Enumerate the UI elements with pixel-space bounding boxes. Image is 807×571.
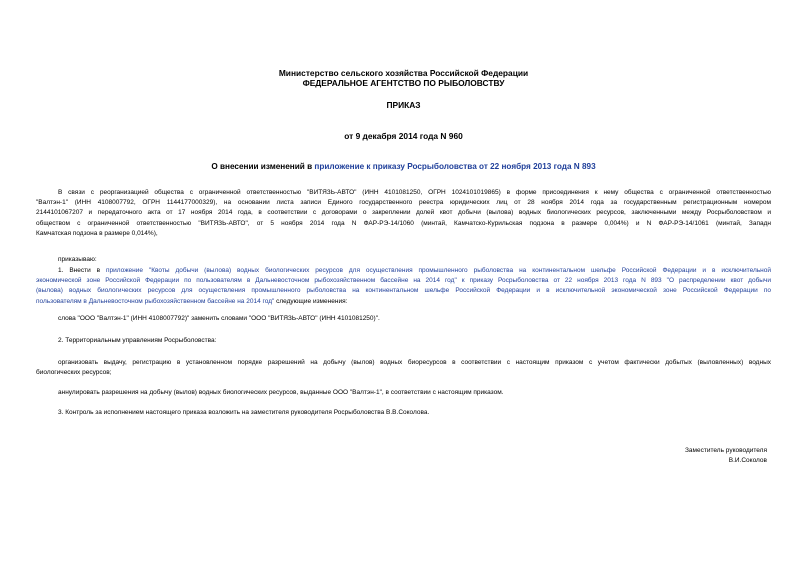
signature-position: Заместитель руководителя — [685, 447, 767, 454]
ministry-name: Министерство сельского хозяйства Российской Федерации — [278, 68, 529, 78]
document-type: ПРИКАЗ — [386, 100, 421, 110]
preamble-paragraph — [36, 188, 771, 239]
signature-block — [685, 446, 767, 465]
agency-name: ФЕДЕРАЛЬНОЕ АГЕНТСТВО ПО РЫБОЛОВСТВУ — [302, 78, 505, 88]
item-1-line — [36, 266, 771, 276]
item-2: 2. Территориальным управлениям Росрыболовства: — [58, 337, 217, 344]
preamble-line: В связи с реорганизацией общества с ограниченной ответственностью "ВИТЯЗЬ-АВТО" (ИНН 4101081250, ОГРН 1024101019865) в форме присоединения к нему общества с ограниченной ответственностью — [58, 189, 771, 196]
item-1-line — [36, 297, 771, 307]
item-1-paragraph — [36, 266, 771, 307]
item-1-link[interactable]: пользователям в Дальневосточном рыбохозяйственном бассейне на 2014 год" — [36, 297, 275, 305]
item-2a-paragraph — [36, 358, 771, 378]
item-1-link[interactable]: (вылова) водных биологических ресурсов для осуществления промышленного рыболовства на континентальном шельфе Российской Федерации и в исключительной экономической зоне Российской Федерации по — [36, 287, 771, 295]
preamble-line: Камчатская подзона в размере 0,014%), — [36, 229, 158, 237]
preamble-line: "Валтэн-1" (ИНН 4108007792, ОГРН 1144177000329), на основании листа записи Единого государственного реестра юридических лиц от 28 ноября 2014 года за государственным регистрационным номером — [36, 199, 771, 207]
preamble-line: обществом с ограниченной ответственностью "ВИТЯЗЬ-АВТО", от 5 ноября 2014 года N ФАР-РЭ-14/1060 (минтай, Камчатско-Курильская подзона в размере 0,004%) и N ФАР-РЭ-14/1061 (минтай, Западн — [36, 219, 771, 227]
item-1-start: 1. Внести в — [58, 267, 107, 274]
order-word: приказываю: — [58, 256, 97, 263]
item-2a-line: биологических ресурсов; — [36, 369, 112, 377]
document-title — [0, 162, 807, 171]
item-1-tail: следующие изменения: — [274, 297, 348, 305]
item-2a-line: организовать выдачу, регистрацию в установленном порядке разрешений на добычу (вылов) водных биоресурсов в соответствии с настоящим приказом с учетом фактически добытых (выловленных) водных — [58, 359, 771, 366]
title-link[interactable]: приложение к приказу Росрыболовства от 22 ноября 2013 года N 893 — [314, 162, 596, 171]
title-prefix: О внесении изменений в — [211, 162, 315, 171]
replace-text: слова "ООО "Валтэн-1" (ИНН 4108007792)" заменить словами "ООО "ВИТЯЗЬ-АВТО" (ИНН 4101081250)". — [58, 315, 380, 322]
item-3: 3. Контроль за исполнением настоящего приказа возложить на заместителя руководителя Росрыболовства В.В.Соколова. — [58, 409, 430, 416]
signature-name: В.И.Соколов — [728, 456, 767, 464]
item-1-link[interactable]: приложение "Квоты добычи (вылова) водных биологических ресурсов для осуществления промышленного рыболовства на континентальном шельфе Российской Федерации и в исключительной — [106, 267, 771, 274]
item-2b: аннулировать разрешения на добычу (вылов) водных биологических ресурсов, выданные ООО "Валтэн-1", в соответствии с настоящим приказом. — [58, 389, 504, 396]
preamble-line: 2144101067207 и передаточного акта от 17 ноября 2014 года, в соответствии с договорами о закреплении долей квот добычи (вылова) водных биологических ресурсов, заключенными между Росрыболовством и — [36, 209, 771, 217]
order-date-number: от 9 декабря 2014 года N 960 — [344, 131, 463, 141]
item-1-link[interactable]: экономической зоне Российской Федерации по пользователям в Дальневосточном рыбохозяйственном бассейне на 2014 год" к приказу Росрыболовства от 22 ноября 2013 года N 893 "О распределении квот добычи — [36, 277, 771, 285]
